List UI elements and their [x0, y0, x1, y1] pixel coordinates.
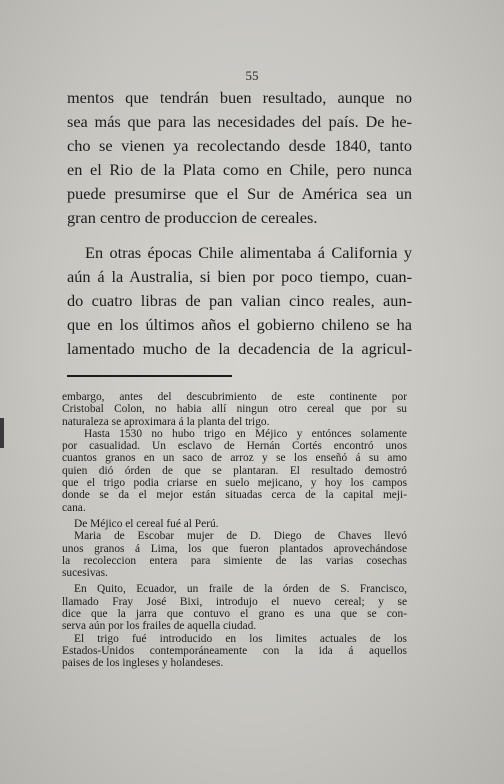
body-line: aún á la Australia, si bien por poco tiempo, cuan-: [67, 266, 412, 286]
body-line: que en los últimos años el gobierno chileno se ha: [67, 314, 412, 334]
margin-mark: [0, 418, 4, 448]
footnote-line: por casualidad. Un esclavo de Hernán Cortés encontró unos: [62, 440, 407, 453]
footnote-line: serva aún por los frailes de aquella ciudad.: [62, 620, 257, 633]
footnote-line: Hasta 1530 no hubo trigo en Méjico y entónces solamente: [84, 427, 407, 440]
footnotes: [62, 391, 407, 670]
footnote-line: cuantos granos en un saco de arroz y se los enseñó á su amo: [62, 452, 407, 465]
footnote-line: que el trigo podia criarse en suelo mejicano, y hoy los campos: [62, 477, 407, 490]
footnote-divider: [67, 375, 232, 377]
footnote-line: llamado Fray José Bixi, introdujo el nuevo cereal; y se: [62, 595, 407, 608]
footnote-line: sucesivas.: [62, 567, 108, 580]
footnote-line: naturaleza se aproximara á la planta del trigo.: [62, 415, 270, 428]
footnote-line: dice que la jarra que contuvo el grano es una que se con-: [62, 608, 407, 621]
body-line: cho se vienen ya recolectando desde 1840, tanto: [67, 136, 412, 156]
footnote-line: Estados-Unidos contemporáneamente con la ida á aquellos: [62, 644, 407, 657]
body-line: do cuatro libras de pan valian cinco reales, aun-: [67, 290, 412, 310]
main-body-text: [67, 86, 412, 361]
body-line: gran centro de produccion de cereales.: [67, 208, 318, 228]
body-line: En otras épocas Chile alimentaba á California y: [85, 242, 412, 262]
footnote-line: donde se da el mejor están situadas cerca de la capital meji-: [62, 489, 407, 502]
footnote-line: unos granos á Lima, los que fueron plantados aprovechándose: [62, 542, 407, 555]
body-line: puede presumirse que el Sur de América sea un: [67, 184, 412, 204]
footnote-line: quien dió órden de que se plantaran. El resultado demostró: [62, 464, 407, 477]
body-line: en el Rio de la Plata como en Chile, pero nunca: [67, 160, 412, 180]
footnote-line: En Quito, Ecuador, un fraile de la órden de S. Francisco,: [74, 583, 407, 596]
footnote-line: Cristobal Colon, no habia allí ningun otro cereal que por su: [62, 403, 407, 416]
page-number: 55: [245, 68, 259, 83]
footnote-line: la recoleccion entera para simiente de las varias cosechas: [62, 554, 407, 567]
footnote-line: De Méjico el cereal fué al Perú.: [74, 517, 219, 530]
footnote-line: embargo, antes del descubrimiento de este continente por: [62, 391, 407, 403]
body-line: sea más que para las necesidades del país. De he-: [67, 112, 412, 132]
body-line: mentos que tendrán buen resultado, aunque no: [67, 88, 412, 107]
footnote-line: cana.: [62, 501, 86, 514]
footnote-line: Maria de Escobar mujer de D. Diego de Chaves llevó: [74, 530, 407, 543]
body-line: lamentado mucho de la decadencia de la agricul-: [67, 338, 412, 358]
footnote-line: El trigo fué introducido en los limites actuales de los: [74, 632, 407, 645]
footnote-line: paises de los ingleses y holandeses.: [62, 657, 224, 670]
